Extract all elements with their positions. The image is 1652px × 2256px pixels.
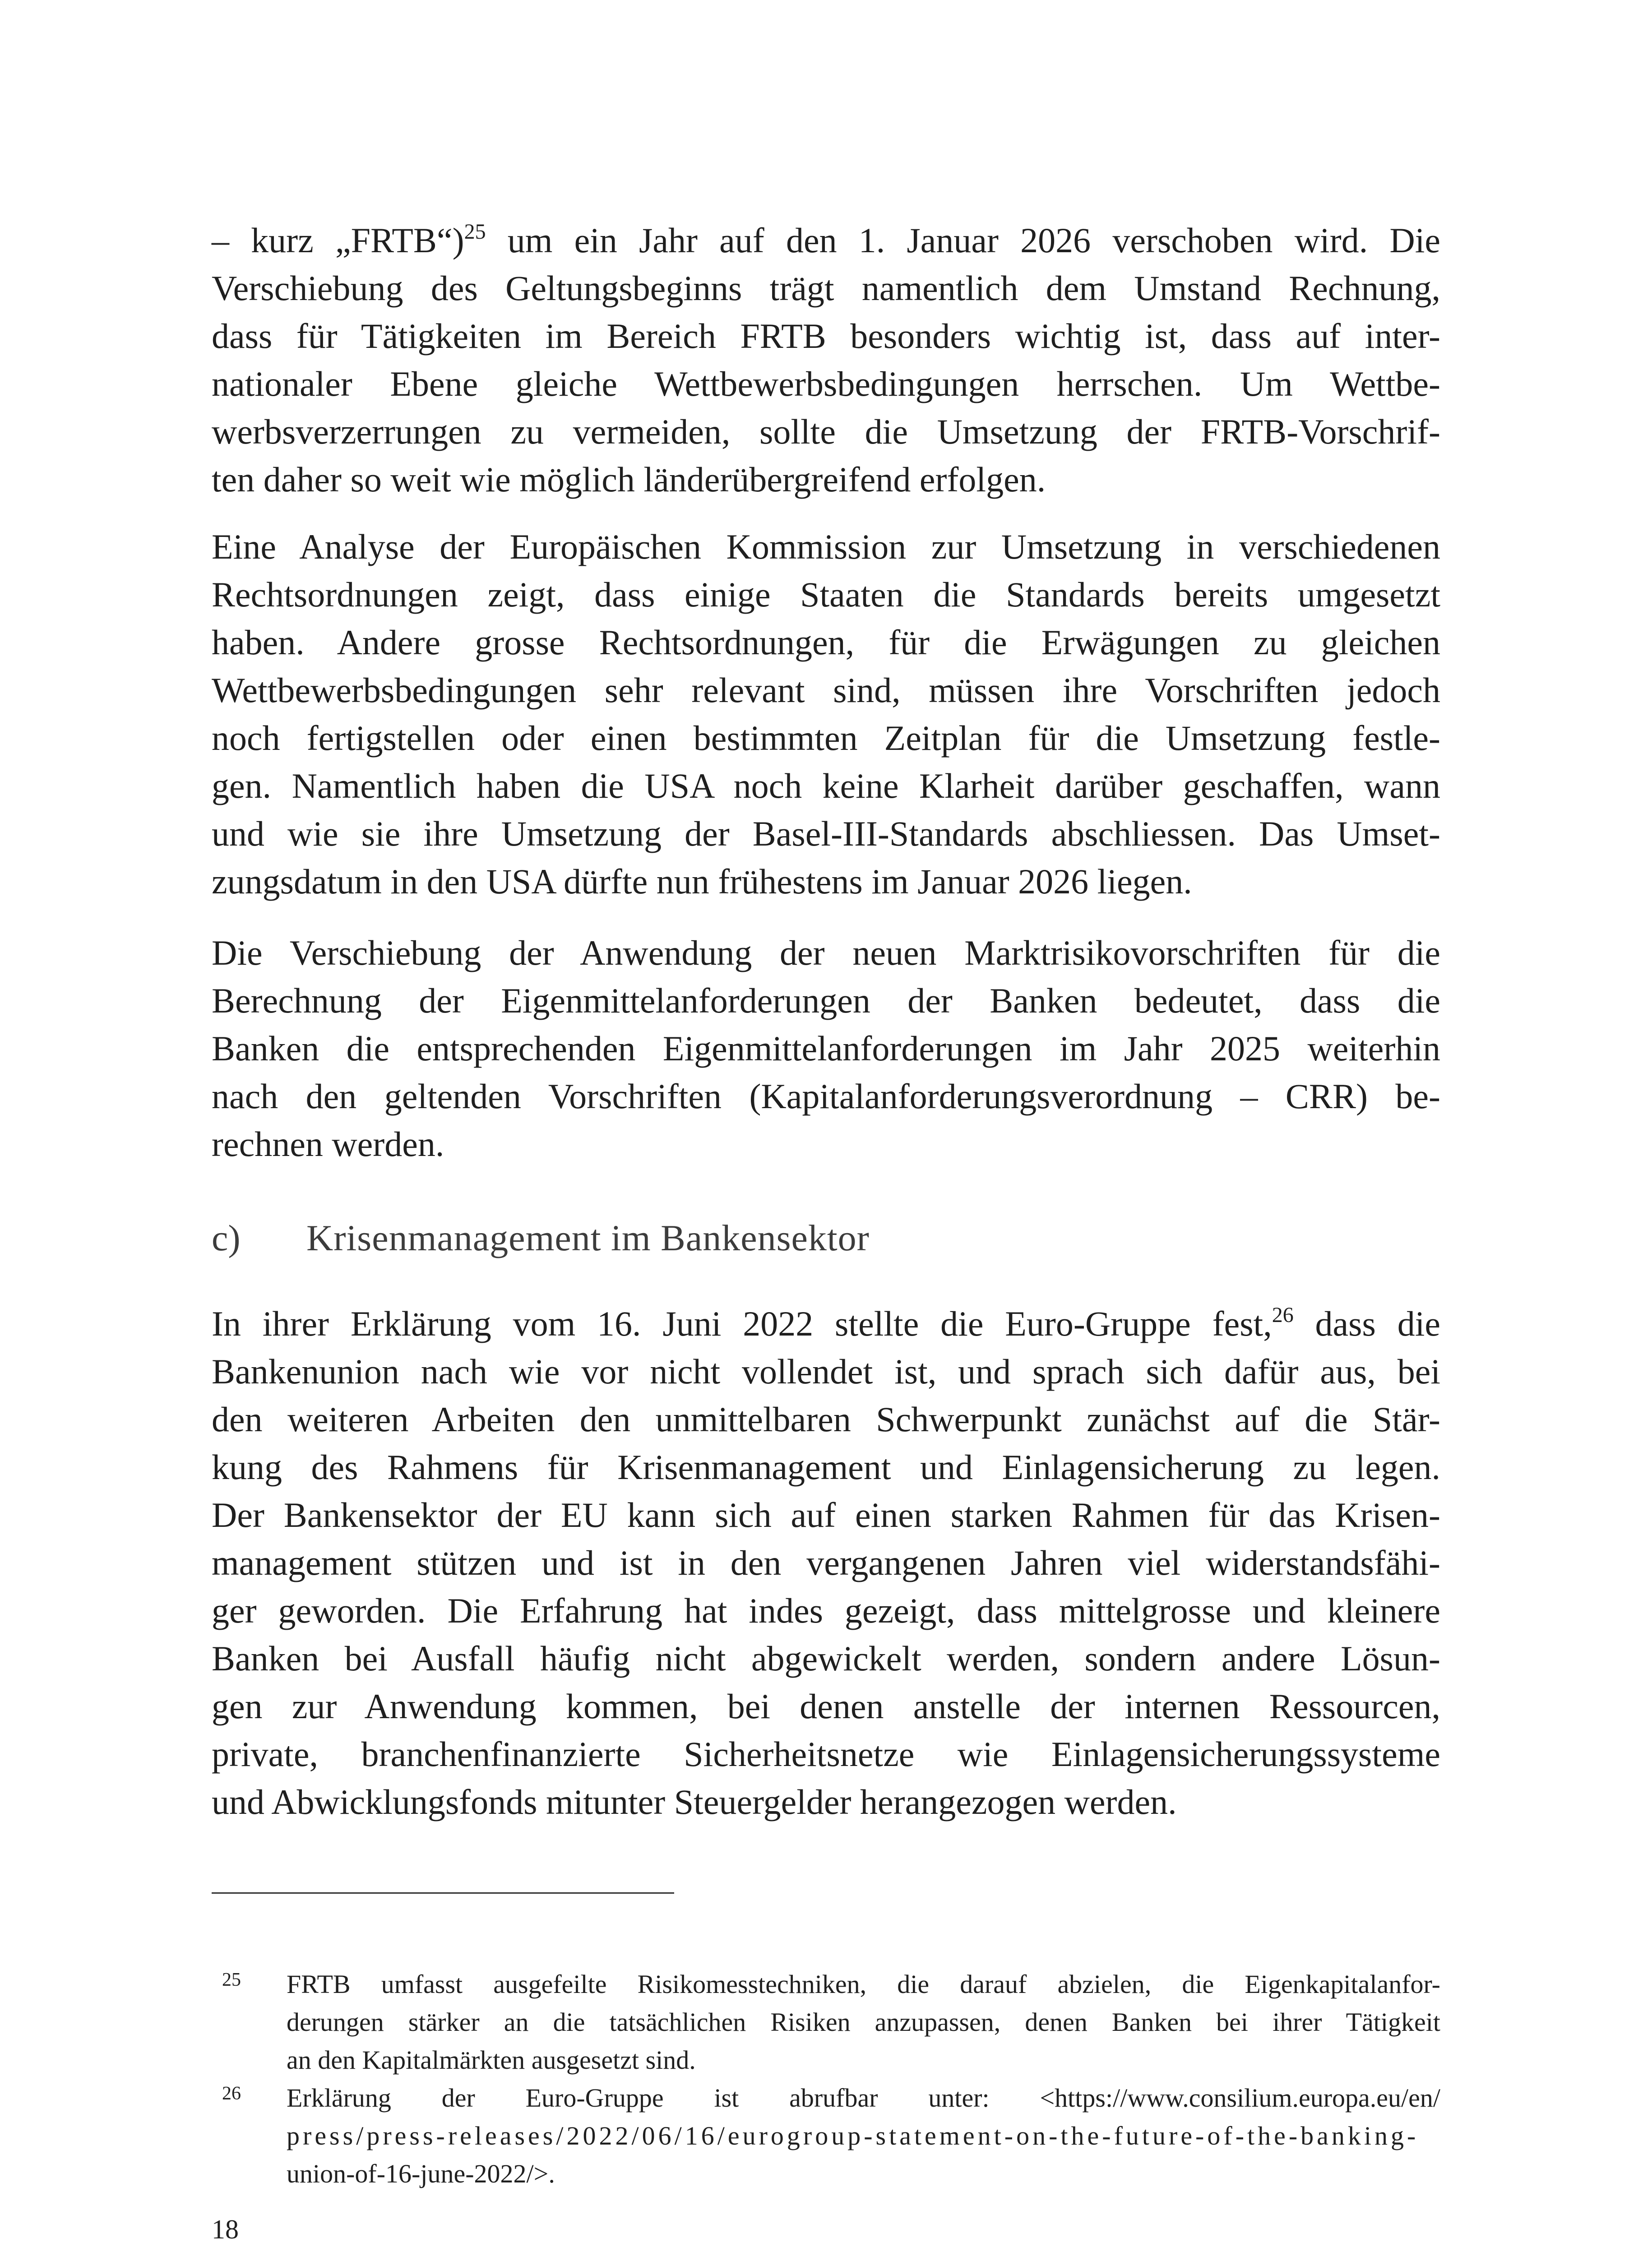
paragraph-line: Eine Analyse der Europäischen Kommission zur Umsetzung in verschiedenen: [212, 527, 1440, 566]
paragraph-line: rechnen werden.: [212, 1124, 444, 1164]
paragraph-line: werbsverzerrungen zu vermeiden, sollte die Umsetzung der FRTB-Vorschrif-: [212, 412, 1440, 451]
paragraph-line: Verschiebung des Geltungsbeginns trägt namentlich dem Umstand Rechnung,: [212, 268, 1440, 308]
footnote-line: union-of-16-june-2022/>.: [287, 2159, 555, 2188]
paragraph-line: private, branchenfinanzierte Sicherheitsnetze wie Einlagensicherungssysteme: [212, 1734, 1440, 1774]
paragraph-line: Wettbewerbsbedingungen sehr relevant sind, müssen ihre Vorschriften jedoch: [212, 670, 1440, 710]
body-paragraph: [212, 1300, 1440, 1826]
footnote-number: 25: [222, 1969, 241, 1990]
paragraph-line: und Abwicklungsfonds mitunter Steuergelder herangezogen werden.: [212, 1782, 1177, 1821]
paragraph-line: Rechtsordnungen zeigt, dass einige Staaten die Standards bereits umgesetzt: [212, 575, 1440, 614]
paragraph-line: zungsdatum in den USA dürfte nun frühestens im Januar 2026 liegen.: [212, 862, 1192, 901]
page-number: 18: [212, 2214, 239, 2244]
line-text: In ihrer Erklärung vom 16. Juni 2022 stellte die Euro-Gruppe fest,: [212, 1304, 1272, 1343]
paragraph-line: und wie sie ihre Umsetzung der Basel-III-Standards abschliessen. Das Umset-: [212, 814, 1440, 853]
body-paragraph: [212, 929, 1440, 1168]
paragraph-line: ten daher so weit wie möglich länderübergreifend erfolgen.: [212, 460, 1046, 499]
paragraph-line: Banken die entsprechenden Eigenmittelanforderungen im Jahr 2025 weiterhin: [212, 1029, 1440, 1068]
footnote: [222, 2079, 1440, 2193]
paragraph-line: dass für Tätigkeiten im Bereich FRTB besonders wichtig ist, dass auf inter-: [212, 316, 1440, 356]
footnote-line: an den Kapitalmärkten ausgesetzt sind.: [287, 2045, 696, 2075]
paragraph-line: gen zur Anwendung kommen, bei denen anstelle der internen Ressourcen,: [212, 1687, 1440, 1726]
paragraph-line: kung des Rahmens für Krisenmanagement und Einlagensicherung zu legen.: [212, 1447, 1440, 1487]
paragraph-line: gen. Namentlich haben die USA noch keine Klarheit darüber geschaffen, wann: [212, 766, 1440, 805]
section-heading-label: c): [212, 1217, 241, 1258]
footnote-number: 26: [222, 2083, 241, 2104]
paragraph-line: nach den geltenden Vorschriften (Kapitalanforderungsverordnung – CRR) be-: [212, 1077, 1440, 1116]
footnote-reference: 25: [464, 220, 486, 244]
paragraph-line: nationaler Ebene gleiche Wettbewerbsbedingungen herrschen. Um Wettbe-: [212, 364, 1440, 403]
section-heading-title: Krisenmanagement im Bankensektor: [306, 1217, 870, 1258]
paragraph-line: [212, 217, 1440, 264]
footnote: [222, 1965, 1440, 2079]
paragraph-line: management stützen und ist in den vergangenen Jahren viel widerstandsfähi-: [212, 1543, 1440, 1582]
footnote-line: press/press-releases/2022/06/16/eurogroup-statement-on-the-future-of-the-banking-: [287, 2121, 1419, 2150]
body-paragraph: [212, 523, 1440, 906]
paragraph-line: noch fertigstellen oder einen bestimmten Zeitplan für die Umsetzung festle-: [212, 718, 1440, 758]
paragraph-line: [212, 1300, 1440, 1348]
footnote-reference: 26: [1272, 1303, 1294, 1327]
footnote-line: FRTB umfasst ausgefeilte Risikomesstechniken, die darauf abzielen, die Eigenkapitalanfor-: [287, 1969, 1440, 1999]
paragraph-line: haben. Andere grosse Rechtsordnungen, für die Erwägungen zu gleichen: [212, 623, 1440, 662]
paragraph-line: Banken bei Ausfall häufig nicht abgewickelt werden, sondern andere Lösun-: [212, 1639, 1440, 1678]
paragraph-line: den weiteren Arbeiten den unmittelbaren Schwerpunkt zunächst auf die Stär-: [212, 1400, 1440, 1439]
paragraph-line: Der Bankensektor der EU kann sich auf einen starken Rahmen für das Krisen-: [212, 1495, 1440, 1535]
footnote-line: derungen stärker an die tatsächlichen Risiken anzupassen, denen Banken bei ihrer Tätigkeit: [287, 2007, 1440, 2037]
footnote-separator: [212, 1892, 674, 1894]
footnote-line: Erklärung der Euro-Gruppe ist abrufbar unter: <https://www.consilium.europa.eu/en/: [287, 2083, 1440, 2113]
line-text: um ein Jahr auf den 1. Januar 2026 verschoben wird. Die: [486, 221, 1440, 260]
line-text: dass die: [1293, 1304, 1440, 1343]
line-text: – kurz „FRTB“): [212, 221, 464, 260]
paragraph-line: Bankenunion nach wie vor nicht vollendet ist, und sprach sich dafür aus, bei: [212, 1352, 1440, 1391]
paragraph-line: Berechnung der Eigenmittelanforderungen der Banken bedeutet, dass die: [212, 981, 1440, 1020]
paragraph-line: ger geworden. Die Erfahrung hat indes gezeigt, dass mittelgrosse und kleinere: [212, 1591, 1440, 1630]
body-paragraph: [212, 217, 1440, 504]
section-heading: [212, 1214, 1440, 1262]
paragraph-line: Die Verschiebung der Anwendung der neuen Marktrisikovorschriften für die: [212, 933, 1440, 972]
